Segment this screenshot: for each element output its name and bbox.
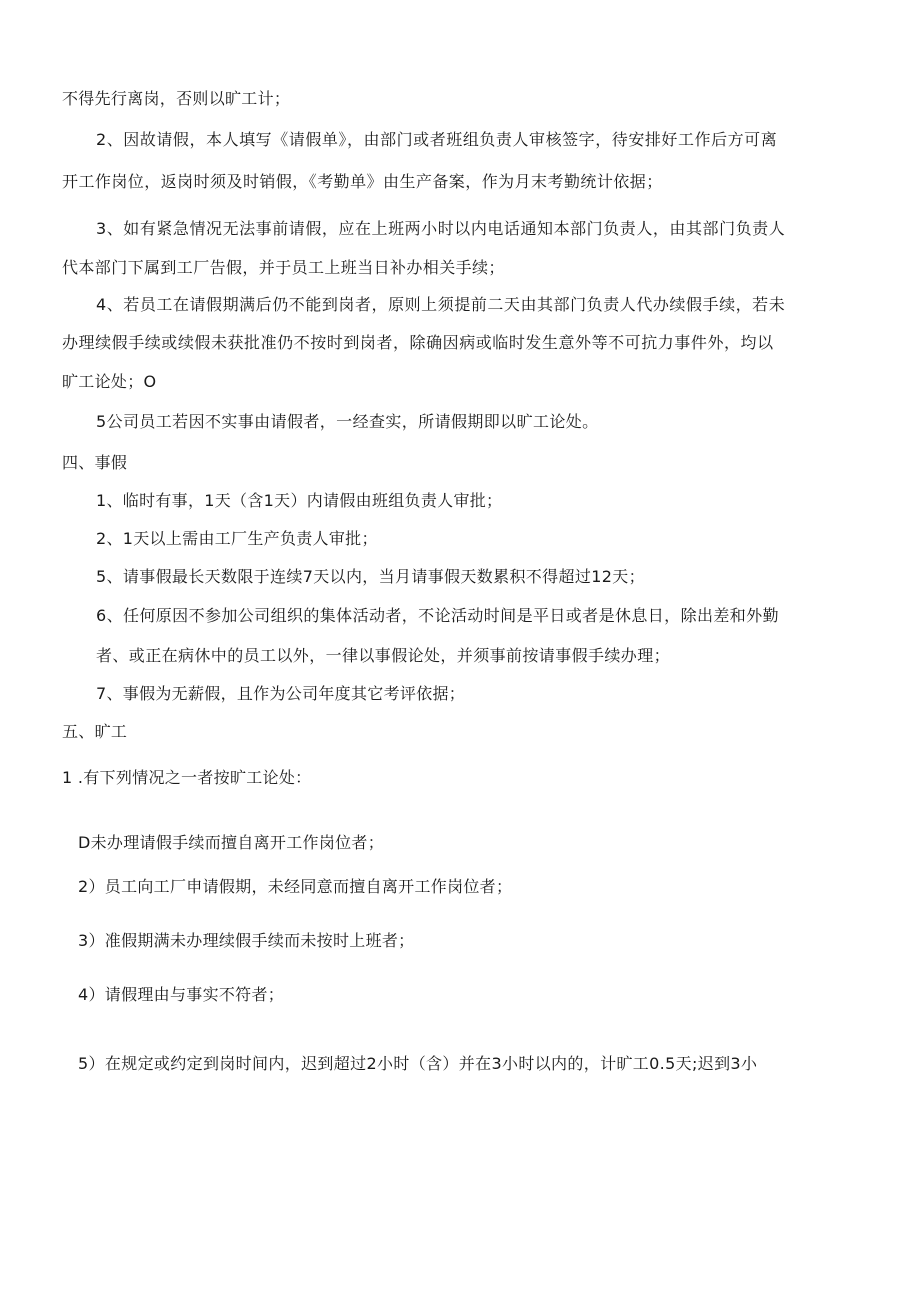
text-line-16: 7、事假为无薪假，且作为公司年度其它考评依据； — [96, 684, 466, 703]
section-heading-personal-leave: 四、事假 — [62, 453, 128, 472]
text-line-1: 不得先行离岗，否则以旷工计； — [62, 89, 291, 108]
text-line-14: 6、任何原因不参加公司组织的集体活动者，不论活动时间是平日或者是休息日，除出差和外勤 — [96, 606, 779, 625]
list-item-1: D未办理请假手续而擅自离开工作岗位者； — [78, 833, 385, 852]
list-item-2: 2）员工向工厂申请假期，未经同意而擅自离开工作岗位者； — [78, 877, 513, 896]
text-line-9: 5公司员工若因不实事由请假者，一经查实，所请假期即以旷工论处。 — [96, 412, 599, 431]
list-item-4: 4）请假理由与事实不符者； — [78, 985, 285, 1004]
text-line-7: 办理续假手续或续假未获批准仍不按时到岗者，除确因病或临时发生意外等不可抗力事件外，均以 — [62, 333, 774, 352]
text-line-2: 2、因故请假，本人填写《请假单》，由部门或者班组负责人审核签字，待安排好工作后方可离 — [96, 130, 778, 149]
text-line-8: 旷工论处；O — [62, 372, 157, 391]
text-line-13: 5、请事假最长天数限于连续7天以内，当月请事假天数累积不得超过12天； — [96, 567, 645, 586]
text-line-15: 者、或正在病休中的员工以外，一律以事假论处，并须事前按请事假手续办理； — [96, 646, 671, 665]
text-line-3: 开工作岗位，返岗时须及时销假，《考勤单》由生产备案，作为月末考勤统计依据； — [62, 172, 663, 191]
text-line-12: 2、1天以上需由工厂生产负责人审批； — [96, 529, 378, 548]
text-line-4: 3、如有紧急情况无法事前请假，应在上班两小时以内电话通知本部门负责人，由其部门负责人 — [96, 219, 786, 238]
section-heading-absenteeism: 五、旷工 — [62, 722, 128, 741]
text-line-5: 代本部门下属到工厂告假，并于员工上班当日补办相关手续； — [62, 258, 505, 277]
text-line-18: 1 .有下列情况之一者按旷工论处： — [62, 768, 312, 787]
list-item-5: 5）在规定或约定到岗时间内，迟到超过2小时（含）并在3小时以内的，计旷工0.5天;迟到3小 — [78, 1054, 758, 1073]
list-item-3: 3）准假期满未办理续假手续而未按时上班者； — [78, 931, 415, 950]
text-line-6: 4、若员工在请假期满后仍不能到岗者，原则上须提前二天由其部门负责人代办续假手续，若未 — [96, 295, 786, 314]
text-line-11: 1、临时有事，1天（含1天）内请假由班组负责人审批； — [96, 491, 503, 510]
